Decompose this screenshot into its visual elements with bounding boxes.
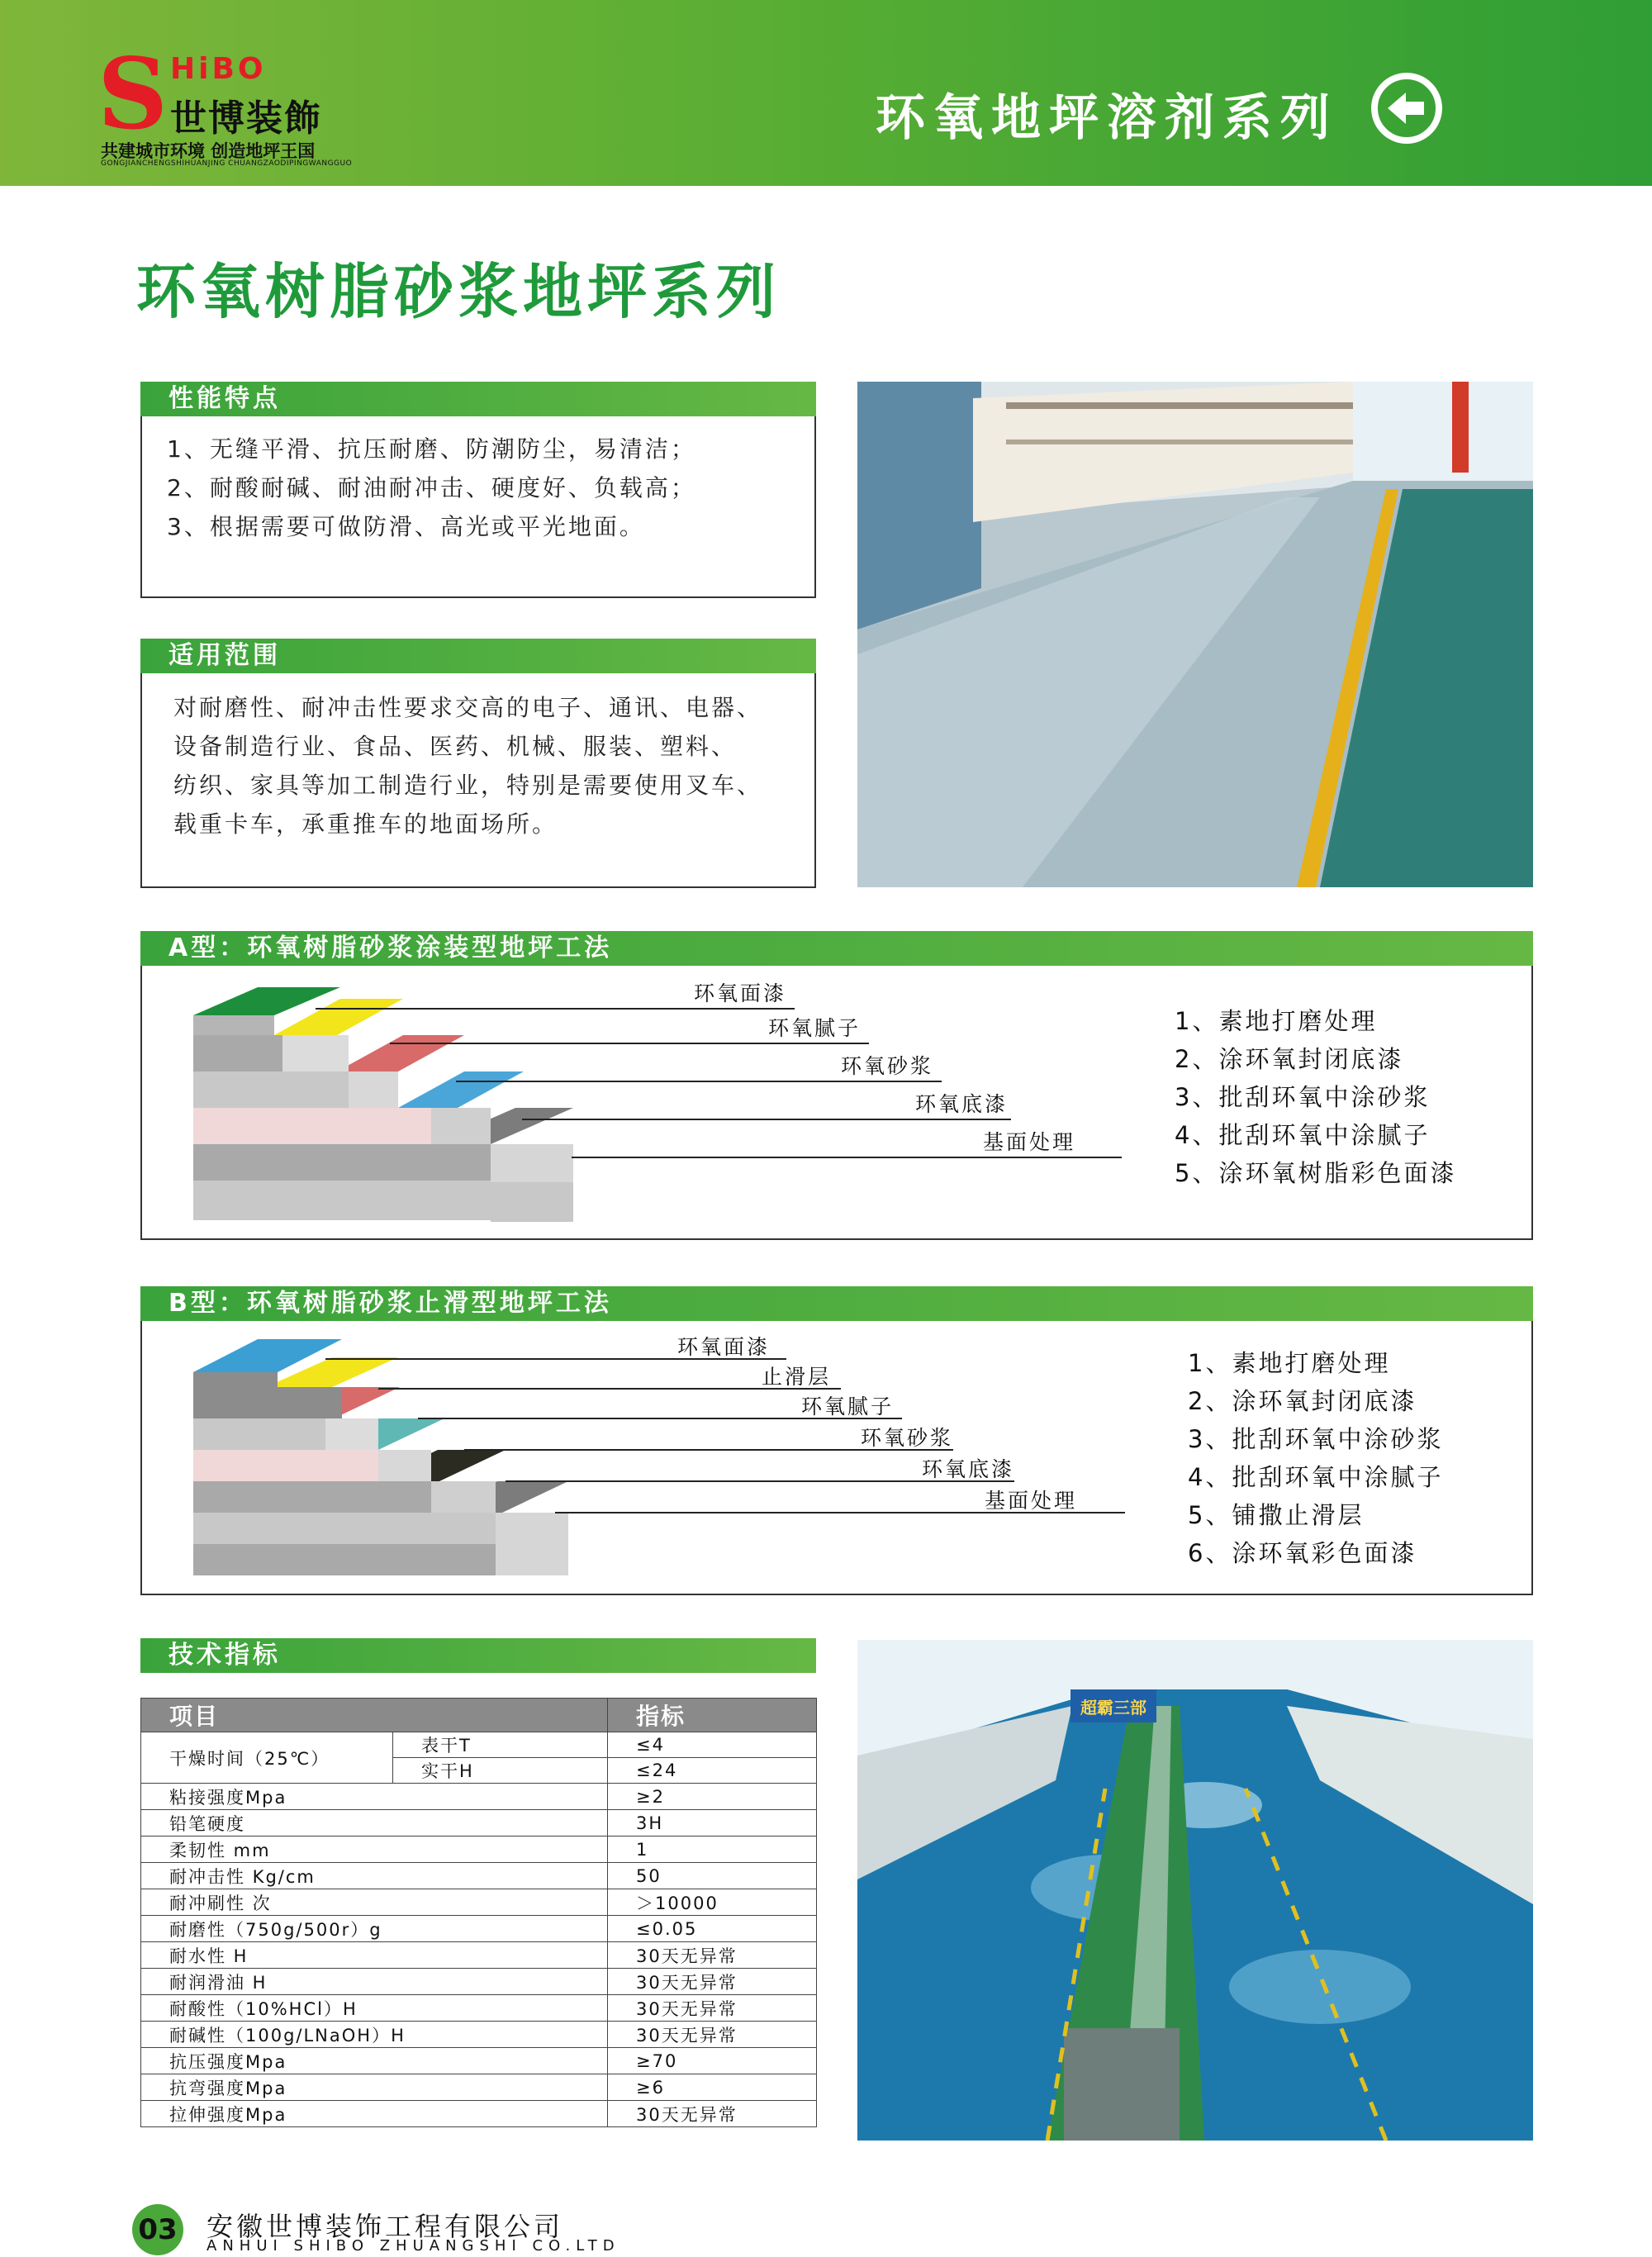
table-row <box>141 2101 817 2127</box>
type-b-heading: B型：环氧树脂砂浆止滑型地坪工法 <box>140 1286 1533 1321</box>
step-item: 5、涂环氧树脂彩色面漆 <box>1175 1159 1457 1187</box>
layer-label: 环氧砂浆 <box>861 1426 954 1450</box>
series-title: 环氧地坪溶剂系列 <box>876 89 1338 147</box>
spec-item: 耐酸性（10%HCl）H <box>141 1995 608 2022</box>
layer-label: 环氧底漆 <box>915 1092 1009 1116</box>
table-row <box>141 1995 817 2022</box>
layer-label: 止滑层 <box>762 1365 832 1389</box>
spec-value: 1 <box>608 1836 817 1863</box>
surface-dry-value: ≤4 <box>608 1732 817 1758</box>
type-a-steps <box>1175 1002 1456 1192</box>
step-item: 4、批刮环氧中涂腻子 <box>1188 1463 1444 1491</box>
logo-pinyin: GONGJIANCHENGSHIHUANJING CHUANGZAODIPINGWANGGUO <box>101 159 353 168</box>
logo-s-mark: S <box>97 36 169 151</box>
type-b-box <box>140 1321 1533 1595</box>
tech-spec-table <box>140 1698 817 2127</box>
features-list <box>167 430 696 546</box>
table-row <box>141 1863 817 1889</box>
table-row <box>141 1969 817 1995</box>
company-name-cn: 安徽世博装饰工程有限公司 <box>206 2211 564 2242</box>
table-row <box>141 1889 817 1916</box>
scope-line: 对耐磨性、耐冲击性要求交高的电子、通讯、电器、 <box>173 694 763 721</box>
layer-label: 环氧面漆 <box>694 981 787 1005</box>
spec-item: 耐水性 H <box>141 1942 608 1969</box>
hard-dry-value: ≤24 <box>608 1758 817 1784</box>
workshop-floor-photo <box>857 1640 1533 2141</box>
table-row <box>141 1784 817 1810</box>
layer-label: 基面处理 <box>985 1489 1078 1513</box>
scope-line: 纺织、家具等加工制造行业，特别是需要使用叉车、 <box>173 772 763 799</box>
logo-hibo-text: HiBO <box>170 52 267 86</box>
spec-item: 抗弯强度Mpa <box>141 2074 608 2101</box>
dry-time-label: 干燥时间（25℃） <box>141 1732 393 1784</box>
spec-item: 抗压强度Mpa <box>141 2048 608 2074</box>
features-box <box>140 416 816 598</box>
spec-value: ≥6 <box>608 2074 817 2101</box>
table-row <box>141 1810 817 1836</box>
scope-line: 设备制造行业、食品、医药、机械、服装、塑料、 <box>173 733 738 760</box>
spec-item: 粘接强度Mpa <box>141 1784 608 1810</box>
scope-line: 载重卡车，承重推车的地面场所。 <box>173 810 558 838</box>
step-item: 1、素地打磨处理 <box>1188 1349 1391 1377</box>
spec-value: 50 <box>608 1863 817 1889</box>
col-header-value: 指标 <box>608 1699 817 1732</box>
table-row <box>141 2022 817 2048</box>
spec-value: 30天无异常 <box>608 2022 817 2048</box>
factory-floor-photo <box>857 382 1533 887</box>
spec-value: 30天无异常 <box>608 1942 817 1969</box>
spec-item: 耐磨性（750g/500r）g <box>141 1916 608 1942</box>
feature-item: 1、无缝平滑、抗压耐磨、防潮防尘，易清洁； <box>167 435 696 463</box>
page-number-badge: 03 <box>132 2204 183 2255</box>
spec-item: 耐碱性（100g/LNaOH）H <box>141 2022 608 2048</box>
surface-dry-label: 表干T <box>393 1732 608 1758</box>
type-b-steps <box>1188 1344 1443 1572</box>
col-header-item: 项目 <box>141 1699 608 1732</box>
layer-label: 环氧腻子 <box>801 1395 895 1418</box>
step-item: 3、批刮环氧中涂砂浆 <box>1175 1083 1431 1111</box>
spec-item: 耐润滑油 H <box>141 1969 608 1995</box>
company-name-en: ANHUI SHIBO ZHUANGSHI CO.LTD <box>206 2237 620 2255</box>
layer-label: 环氧底漆 <box>922 1457 1015 1481</box>
feature-item: 2、耐酸耐碱、耐油耐冲击、硬度好、负载高； <box>167 474 696 501</box>
table-row <box>141 1732 817 1758</box>
spec-item: 铅笔硬度 <box>141 1810 608 1836</box>
table-row <box>141 2074 817 2101</box>
spec-value: ≥70 <box>608 2048 817 2074</box>
type-a-box <box>140 966 1533 1240</box>
company-logo <box>97 36 353 169</box>
step-item: 1、素地打磨处理 <box>1175 1007 1378 1035</box>
hard-dry-label: 实干H <box>393 1758 608 1784</box>
step-item: 6、涂环氧彩色面漆 <box>1188 1539 1417 1567</box>
type-a-layer-diagram <box>142 966 1166 1230</box>
table-row <box>141 2048 817 2074</box>
step-item: 2、涂环氧封闭底漆 <box>1175 1045 1404 1073</box>
spec-value: ≤0.05 <box>608 1916 817 1942</box>
scope-text <box>173 688 762 843</box>
spec-item: 耐冲击性 Kg/cm <box>141 1863 608 1889</box>
step-item: 3、批刮环氧中涂砂浆 <box>1188 1425 1444 1453</box>
layer-label: 环氧面漆 <box>677 1335 771 1359</box>
layer-label: 基面处理 <box>983 1130 1076 1154</box>
spec-value: 30天无异常 <box>608 2101 817 2127</box>
step-item: 4、批刮环氧中涂腻子 <box>1175 1121 1431 1149</box>
spec-value: ＞10000 <box>608 1889 817 1916</box>
back-arrow-icon <box>1371 73 1442 144</box>
spec-item: 拉伸强度Mpa <box>141 2101 608 2127</box>
table-header-row <box>141 1699 817 1732</box>
page-title: 环氧树脂砂浆地坪系列 <box>136 257 781 326</box>
scope-box <box>140 673 816 888</box>
step-item: 2、涂环氧封闭底漆 <box>1188 1387 1417 1415</box>
layer-label: 环氧砂浆 <box>841 1054 934 1078</box>
step-item: 5、铺撒止滑层 <box>1188 1501 1365 1529</box>
spec-value: ≥2 <box>608 1784 817 1810</box>
spec-value: 3H <box>608 1810 817 1836</box>
spec-item: 柔韧性 mm <box>141 1836 608 1863</box>
layer-label: 环氧腻子 <box>768 1016 862 1040</box>
workshop-sign: 超霸三部 <box>1080 1698 1146 1718</box>
scope-heading: 适用范围 <box>140 639 816 673</box>
feature-item: 3、根据需要可做防滑、高光或平光地面。 <box>167 513 645 540</box>
logo-slogan: 共建城市环境 创造地坪王国 <box>101 141 316 161</box>
table-row <box>141 1836 817 1863</box>
spec-item: 耐冲刷性 次 <box>141 1889 608 1916</box>
features-heading: 性能特点 <box>140 382 816 416</box>
spec-value: 30天无异常 <box>608 1969 817 1995</box>
table-row <box>141 1942 817 1969</box>
tech-heading: 技术指标 <box>140 1638 816 1673</box>
type-a-heading: A型：环氧树脂砂浆涂装型地坪工法 <box>140 931 1533 966</box>
table-row <box>141 1916 817 1942</box>
logo-company-name: 世博装飾 <box>170 97 322 140</box>
spec-value: 30天无异常 <box>608 1995 817 2022</box>
